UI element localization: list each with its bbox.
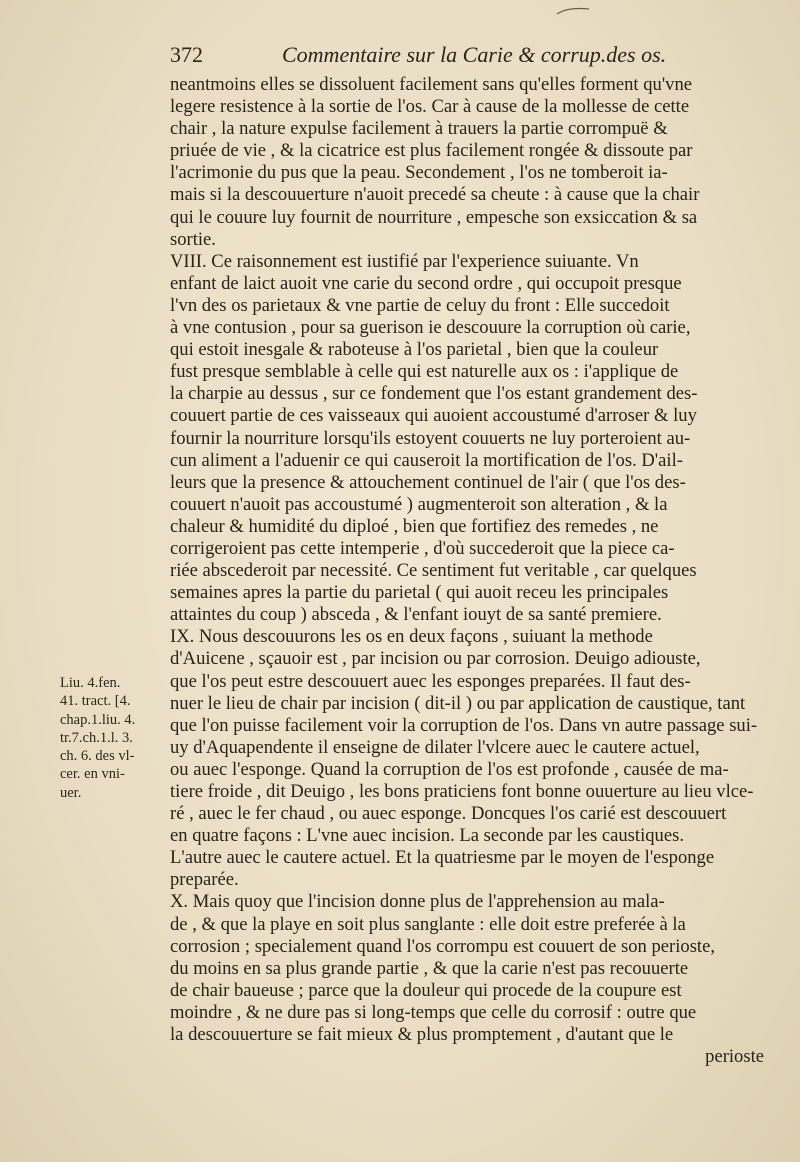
margin-note-line: chap.1.liu. 4. — [60, 711, 136, 728]
text-line: chaleur & humidité du diploé , bien que fortifiez des remedes , ne — [170, 515, 659, 537]
text-line: nuer le lieu de chair par incision ( dit-il ) ou par application de caustique, tant — [170, 692, 746, 714]
text-line: en quatre façons : L'vne auec incision. La seconde par les caustiques. — [170, 825, 684, 847]
text-line: la descouuerture se fait mieux & plus promptement , d'autant que le — [170, 1024, 674, 1046]
text-line: l'vn des os parietaux & vne partie de celuy du front : Elle succedoit — [170, 294, 670, 316]
text-line: la charpie au dessus , sur ce fondement que l'os estant grandement des- — [170, 383, 698, 405]
margin-note-line: uer. — [60, 784, 82, 801]
text-line: L'autre auec le cautere actuel. Et la quatriesme par le moyen de l'esponge — [170, 847, 715, 869]
text-line: de chair baueuse ; parce que la douleur qui procede de la coupure est — [170, 979, 682, 1001]
text-line: qui le couure luy fournit de nourriture , empesche son exsiccation & sa — [170, 206, 698, 228]
text-line: moindre , & ne dure pas si long-temps que celle du corrosif : outre que — [170, 1001, 697, 1023]
page-number: 372 — [170, 42, 203, 67]
text-line: legere resistence à la sortie de l'os. Car à cause de la mollesse de cette — [170, 96, 690, 118]
text-line: l'acrimonie du pus que la peau. Secondement , l'os ne tomberoit ia- — [170, 162, 668, 184]
text-line: attaintes du coup ) absceda , & l'enfant iouyt de sa santé premiere. — [170, 604, 662, 626]
text-line: preparée. — [170, 869, 239, 891]
text-line: IX. Nous descouurons les os en deux façons , suiuant la methode — [170, 626, 653, 648]
text-line: ré , auec le fer chaud , ou auec esponge. Doncques l'os carié est descouuert — [170, 803, 727, 825]
text-line: que l'on puisse facilement voir la corruption de l'os. Dans vn autre passage sui- — [170, 714, 758, 736]
running-title: Commentaire sur la Carie & corrup.des os. — [282, 42, 667, 67]
text-line: fournir la nourriture lorsqu'ils estoyent couuerts ne luy porteroient au- — [170, 427, 691, 449]
text-line: du moins en sa plus grande partie , & que la carie n'est pas recouuerte — [170, 957, 689, 979]
text-line: X. Mais quoy que l'incision donne plus de l'apprehension au mala- — [170, 891, 665, 913]
page-header — [170, 42, 730, 72]
text-line: riée abscederoit par necessité. Ce sentiment fut veritable , car quelques — [170, 560, 697, 582]
text-line: VIII. Ce raisonnement est iustifié par l'experience suiuante. Vn — [170, 250, 639, 272]
text-line: corrigeroient pas cette intemperie , d'où succederoit que la piece ca- — [170, 537, 675, 559]
text-line: semaines apres la partie du parietal ( qui auoit receu les principales — [170, 582, 669, 604]
text-line: cun aliment a l'aduenir ce qui causeroit la mortification de l'os. D'ail- — [170, 449, 683, 471]
text-line: chair , la nature expulse facilement à trauers la partie corrompuë & — [170, 118, 668, 140]
text-line: d'Auicene , sçauoir est , par incision ou par corrosion. Deuigo adiouste, — [170, 648, 701, 670]
text-line: de , & que la playe en soit plus sanglante : elle doit estre preferée à la — [170, 913, 686, 935]
text-line: corrosion ; specialement quand l'os corrompu est couuert de son perioste, — [170, 935, 716, 957]
text-line: sortie. — [170, 228, 216, 250]
text-line: couuert partie de ces vaisseaux qui auoient accoustumé d'arroser & luy — [170, 405, 697, 427]
text-line: leurs que la presence & attouchement continuel de l'air ( que l'os des- — [170, 471, 686, 493]
marginal-reference-note — [60, 674, 160, 802]
margin-note-line: cer. en vni- — [60, 766, 125, 783]
ink-flourish — [556, 6, 590, 16]
text-line: que l'os peut estre descouuert auec les esponges preparées. Il faut des- — [170, 670, 691, 692]
text-line: à vne contusion , pour sa guerison ie descouure la corruption où carie, — [170, 317, 691, 339]
text-line: tiere froide , dit Deuigo , les bons praticiens font bonne ouuerture au lieu vlce- — [170, 781, 754, 802]
catchword: perioste — [705, 1046, 764, 1068]
body-text — [170, 74, 780, 1068]
margin-note-line: tr.7.ch.1.l. 3. — [60, 729, 133, 746]
text-line: mais si la descouuerture n'auoit precedé sa cheute : à cause que la chair — [170, 184, 700, 206]
text-line: fust presque semblable à celle qui est naturelle aux os : i'applique de — [170, 361, 679, 383]
text-line: uy d'Aquapendente il enseigne de dilater l'vlcere auec le cautere actuel, — [170, 736, 700, 758]
text-line: ou auec l'esponge. Quand la corruption de l'os est profonde , causée de ma- — [170, 758, 729, 780]
margin-note-line: ch. 6. des vl- — [60, 748, 135, 765]
margin-note-line: 41. tract. [4. — [60, 693, 131, 710]
margin-note-line: Liu. 4.fen. — [60, 675, 121, 691]
text-line: priuée de vie , & la cicatrice est plus facilement rongée & dissoute par — [170, 140, 693, 162]
text-line: enfant de laict auoit vne carie du second ordre , qui occupoit presque — [170, 272, 682, 294]
text-line: couuert n'auoit pas accoustumé ) augmenteroit son alteration , & la — [170, 493, 668, 515]
text-line: qui estoit inesgale & raboteuse à l'os parietal , bien que la couleur — [170, 339, 659, 361]
text-line: neantmoins elles se dissoluent facilement sans qu'elles forment qu'vne — [170, 74, 693, 95]
